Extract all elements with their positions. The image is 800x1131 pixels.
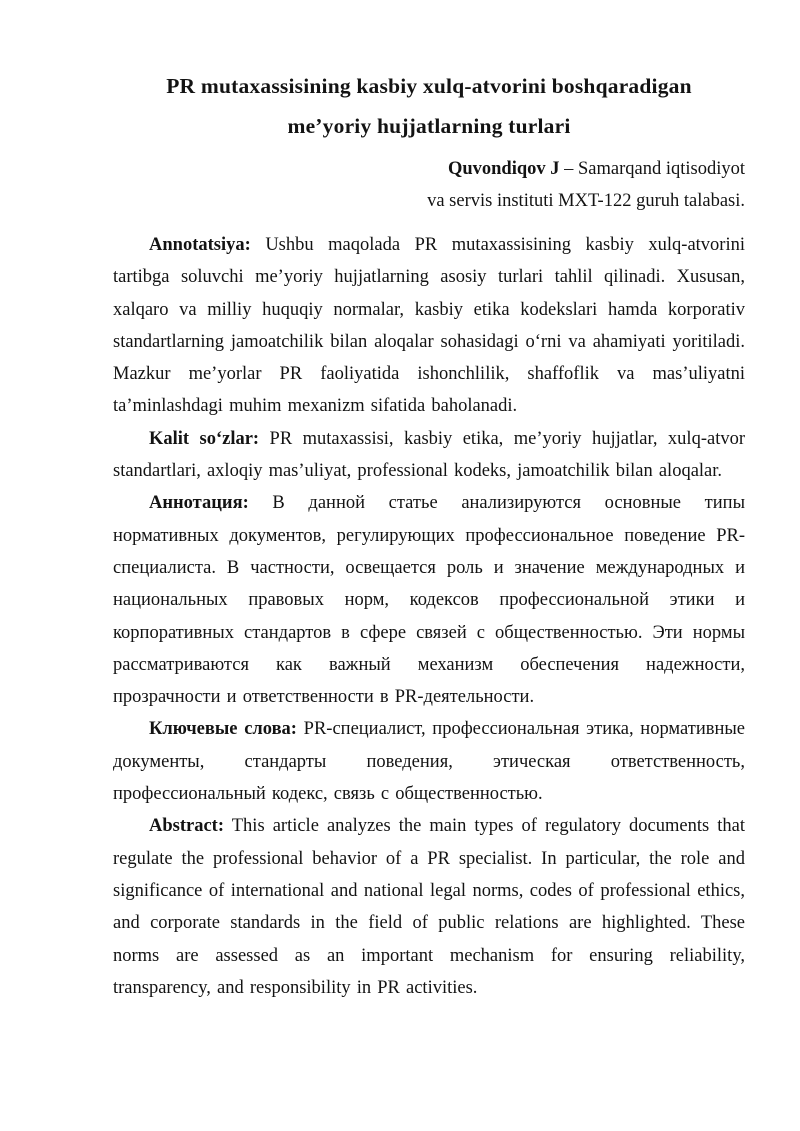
label-abstract-en: Abstract: xyxy=(149,816,225,837)
article-title xyxy=(113,66,745,146)
article-body xyxy=(113,229,745,1004)
author-block xyxy=(113,154,745,217)
article-title-line-1: PR mutaxassisining kasbiy xulq-atvorini boshqaradigan xyxy=(166,74,692,98)
paragraph-annotatsiya-uz xyxy=(113,229,745,423)
author-line-2: va servis instituti MXT-122 guruh talabasi. xyxy=(427,190,745,211)
page-content xyxy=(113,66,745,1004)
author-name: Quvondiqov J xyxy=(447,159,560,179)
text-keywords-uz: PR mutaxassisi, kasbiy etika, me’yoriy hujjatlar, xulq-atvor standartlari, axloqiy mas’uliyat, professional kodeks, jamoatchilik bilan aloqalar. xyxy=(113,428,745,482)
text-annotation-ru: В данной статье анализируются основные типы нормативных документов, регулирующих профессиональное поведение PR-специалиста. В частности, освещается роль и значение международных и национальных правовых норм, кодексов профессиональной этики и корпоративных стандартов в сфере связей с общественностью. Эти нормы рассматриваются как важный механизм обеспечения надежности, прозрачности и ответственности в PR-деятельности. xyxy=(113,493,745,708)
label-keywords-ru: Ключевые слова: xyxy=(149,719,297,740)
label-annotation-ru: Аннотация: xyxy=(149,493,249,514)
paragraph-annotation-ru xyxy=(113,487,745,713)
paragraph-keywords-uz xyxy=(113,423,745,488)
author-affiliation-part-1: – Samarqand iqtisodiyot xyxy=(559,159,745,179)
text-annotatsiya-uz: Ushbu maqolada PR mutaxassisining kasbiy xulq-atvorini tartibga soluvchi me’yoriy hujjatlarning asosiy turlari tahlil qilinadi. Xususan, xalqaro va milliy huquqiy normalar, kasbiy etika kodekslari hamda korporativ standartlarning jamoatchilik bilan aloqalar sohasidagi oʻrni va ahamiyati yoritiladi. Mazkur me’yorlar PR faoliyatida ishonchlilik, shaffoflik va mas’uliyatni ta’minlashdagi muhim mexanizm sifatida baholanadi. xyxy=(113,235,745,417)
author-line-1 xyxy=(113,154,745,186)
label-keywords-uz: Kalit soʻzlar: xyxy=(149,428,260,449)
text-abstract-en: This article analyzes the main types of regulatory documents that regulate the professional behavior of a PR specialist. In particular, the role and significance of international and national legal norms, codes of professional ethics, and corporate standards in the field of public relations are highlighted. These norms are assessed as an important mechanism for ensuring reliability, transparency, and responsibility in PR activities. xyxy=(113,816,745,998)
paragraph-keywords-ru xyxy=(113,713,745,810)
paragraph-abstract-en xyxy=(113,810,745,1004)
text-keywords-ru: PR-специалист, профессиональная этика, нормативные документы, стандарты поведения, этическая ответственность, профессиональный кодекс, связь с общественностью. xyxy=(113,719,746,805)
label-annotatsiya-uz: Annotatsiya: xyxy=(149,235,251,255)
article-title-line-2: me’yoriy hujjatlarning turlari xyxy=(287,114,571,138)
